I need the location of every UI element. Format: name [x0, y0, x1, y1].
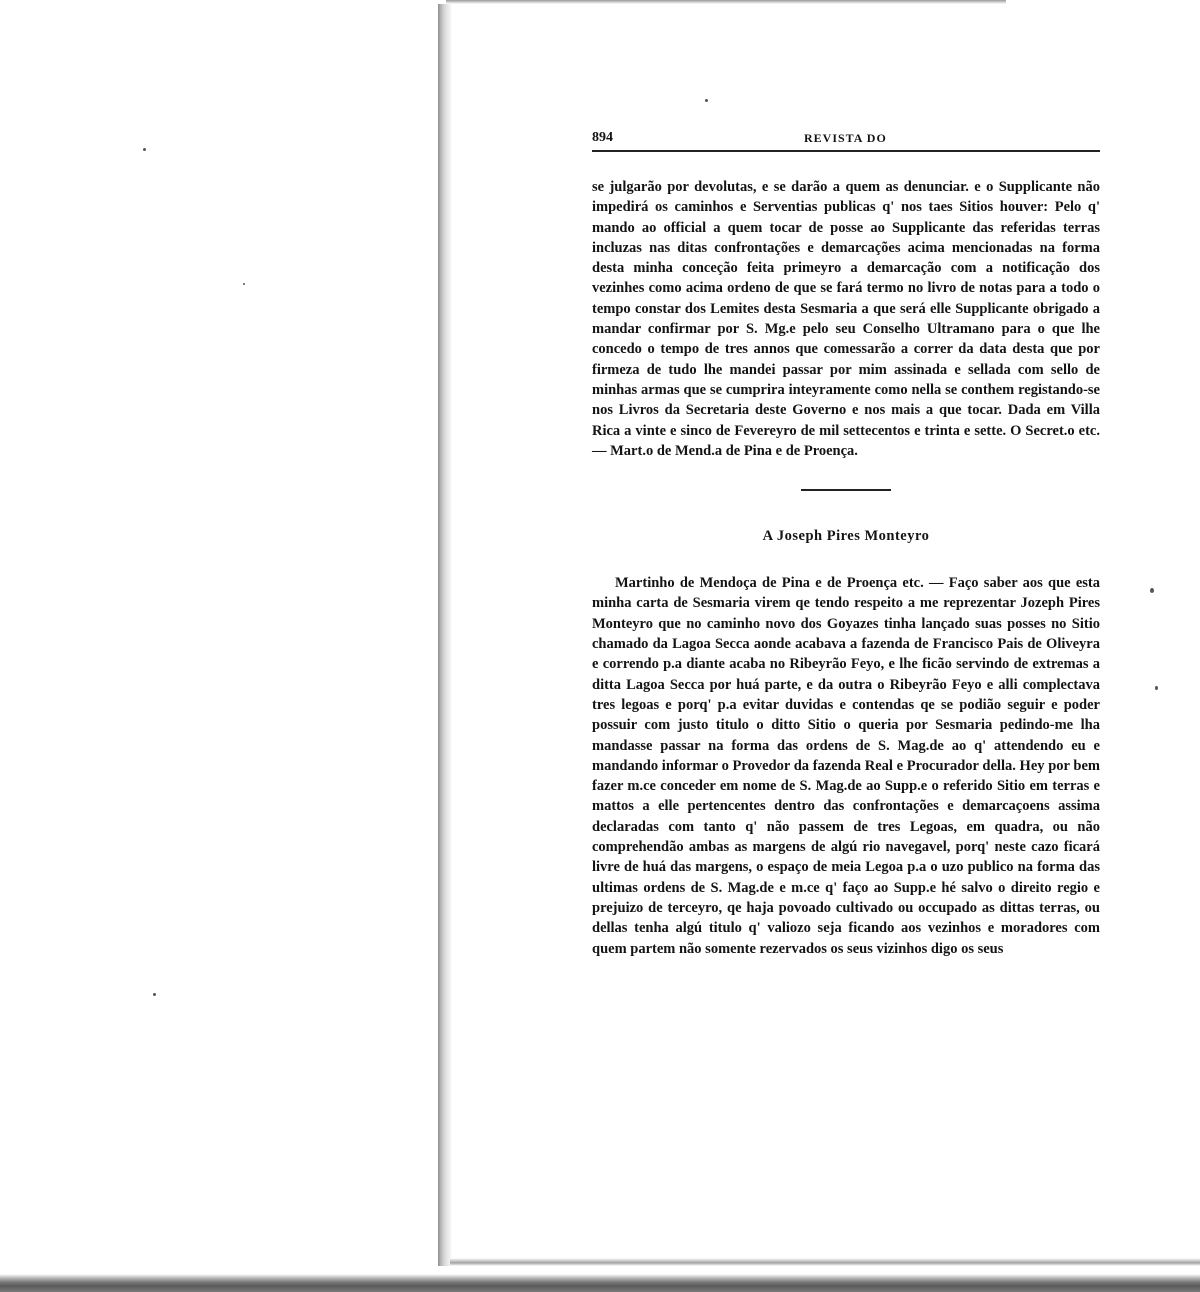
running-title: REVISTA DO: [804, 131, 887, 145]
body-paragraph: se julgarão por devolutas, e se darão a quem as denunciar. e o Supplicante não impedirá os caminhos e Serventias publicas q' nos taes Sitios houver: Pelo q' mando ao official a quem tocar de posse ao Supplicante das referidas terras incluzas nas ditas confrontações e demarcações acima mencionadas na forma desta minha conceção feita primeyro a demarcação com a notificação dos vezinhes como acima ordeno de que se fará termo no livro de notas para a todo o tempo constar dos Lemites desta Sesmaria a que será elle Supplicante obrigado a mandar confirmar por S. Mg.e pelo seu Conselho Ultramano para o que lhe concedo o tempo de tres annos que comessarão a correr da data desta que por firmeza de tudo lhe mandei passar por mim assinada e sellada com sello de minhas armas que se cumprira inteyramente como nella se conthem registando-se nos Livros da Secretaria deste Governo e nos mais a que tocar. Dada em Villa Rica a vinte e sinco de Fevereyro de mil settecentos e trinta e sette. O Secret.o etc.— Mart.o de Mend.a de Pina e de Proença.: [592, 179, 1100, 459]
body-paragraph: Martinho de Mendoça de Pina e de Proença etc. — Faço saber aos que esta minha carta de Sesmaria virem qe tendo respeito a me reprezentar Jozeph Pires Monteyro que no caminho novo dos Goyazes tinha lançado suas posses no Sitio chamado da Lagoa Secca aonde acabava a fazenda de Francisco Pais de Oliveyra e correndo p.a diante acaba no Ribeyrão Feyo, e lhe ficão servindo de extremas a ditta Lagoa Secca por huá parte, e da outra o Ribeyrão Feyo e alli complectava tres legoas e porq' p.a evitar duvidas e contendas qe se podião seguir e poder possuir com justo titulo o ditto Sitio o queria por Sesmaria pedindo-me lha mandasse passar na forma das ordens de S. Mag.de ao q' attendendo eu e mandando informar o Provedor da fazenda Real e Procurador della. Hey por bem fazer m.ce conceder em nome de S. Mag.de ao Supp.e o referido Sitio em terras e mattos a elle pertencentes dentro das confrontações e demarcaçoens assima declaradas com tanto q' não passem de tres Legoas, em quadra, ou não comprehendão ambas as margens de algú rio navegavel, porq' neste cazo ficará livre de huá das margens, o espaço de meia Legoa p.a o uzo publico na forma das ultimas ordens de S. Mag.de e m.ce q' faço ao Supp.e hé salvo o direito regio e prejuizo de terceyro, qe haja povoado cultivado ou occupado as dittas terras, ou dellas tenha algú titulo q' valiozo seja ficando aos vezinhos e moradores com quem partem não somente rezervados os seus vizinhos digo os seus: [592, 575, 1100, 957]
scan-speck: [705, 99, 708, 102]
section-heading: A Joseph Pires Monteyro: [762, 528, 930, 545]
scan-floor-shadow: [0, 1274, 1200, 1292]
scan-bottom-edge: [450, 1258, 1200, 1266]
section-separator: [801, 489, 891, 491]
scan-speck: [243, 283, 245, 285]
scan-speck: [143, 148, 146, 151]
scan-top-edge: [446, 0, 1006, 4]
scan-binding-edge: [438, 4, 452, 1266]
scan-speck: [1150, 588, 1154, 593]
scan-speck: [153, 993, 156, 996]
document-page: [592, 128, 1100, 959]
scan-speck: [1155, 686, 1158, 690]
page-number: 894: [592, 130, 613, 145]
running-header: [592, 128, 1100, 152]
